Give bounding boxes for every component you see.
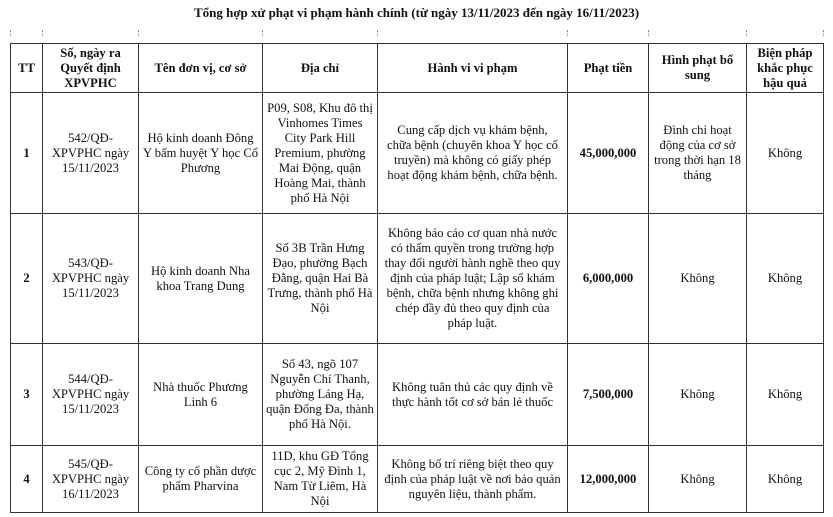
cell-tt: 3 [11,344,43,446]
cell-unit: Nhà thuốc Phương Linh 6 [139,344,263,446]
cell-extra-penalty: Đình chỉ hoạt động của cơ sở trong thời hạn 18 tháng [649,93,747,214]
header-remedy: Biện pháp khắc phục hậu quả [747,44,824,93]
cell-fine: 45,000,000 [568,93,649,214]
cell-remedy: Không [747,446,824,513]
cell-unit: Công ty cổ phần dược phẩm Pharvina [139,446,263,513]
cell-violation: Không bố trí riêng biệt theo quy định của pháp luật về nơi bảo quản nguyên liệu, thành phẩm. [378,446,568,513]
column-guide-marks [0,30,833,38]
cell-fine: 7,500,000 [568,344,649,446]
penalty-table [10,43,824,513]
cell-fine: 12,000,000 [568,446,649,513]
header-address: Địa chỉ [263,44,378,93]
cell-tt: 2 [11,214,43,344]
header-extra-penalty: Hình phạt bổ sung [649,44,747,93]
cell-violation: Không tuân thủ các quy định về thực hành tốt cơ sở bán lẻ thuốc [378,344,568,446]
header-decision: Số, ngày ra Quyết định XPVPHC [43,44,139,93]
cell-tt: 1 [11,93,43,214]
cell-remedy: Không [747,93,824,214]
cell-unit: Hộ kinh doanh Nha khoa Trang Dung [139,214,263,344]
cell-decision: 544/QĐ-XPVPHC ngày 15/11/2023 [43,344,139,446]
header-unit: Tên đơn vị, cơ sở [139,44,263,93]
cell-fine: 6,000,000 [568,214,649,344]
cell-violation: Không báo cáo cơ quan nhà nước có thẩm quyền trong trường hợp thay đổi người hành nghề theo quy định của pháp luật; Lập sổ khám bệnh, chữa bệnh nhưng không ghi chép đầy đủ theo quy định của pháp luật. [378,214,568,344]
header-fine: Phạt tiền [568,44,649,93]
table-row [11,214,824,344]
cell-address: Số 3B Trần Hưng Đạo, phường Bạch Đằng, quận Hai Bà Trưng, thành phố Hà Nội [263,214,378,344]
cell-address: 11D, khu GĐ Tổng cục 2, Mỹ Đình 1, Nam Từ Liêm, Hà Nội [263,446,378,513]
cell-decision: 542/QĐ-XPVPHC ngày 15/11/2023 [43,93,139,214]
cell-decision: 545/QĐ-XPVPHC ngày 16/11/2023 [43,446,139,513]
cell-unit: Hộ kinh doanh Đông Y bấm huyệt Y học Cổ Phương [139,93,263,214]
cell-decision: 543/QĐ-XPVPHC ngày 15/11/2023 [43,214,139,344]
cell-extra-penalty: Không [649,446,747,513]
cell-tt: 4 [11,446,43,513]
header-row [11,44,824,93]
table-row [11,446,824,513]
header-violation: Hành vi vi phạm [378,44,568,93]
cell-address: Số 43, ngõ 107 Nguyễn Chí Thanh, phường Láng Hạ, quận Đống Đa, thành phố Hà Nội. [263,344,378,446]
cell-address: P09, S08, Khu đô thị Vinhomes Times City Park Hill Premium, phường Mai Động, quận Hoàng Mai, thành phố Hà Nội [263,93,378,214]
cell-extra-penalty: Không [649,344,747,446]
cell-violation: Cung cấp dịch vụ khám bệnh, chữa bệnh (chuyên khoa Y học cổ truyền) mà không có giấy phép hoạt động khám bệnh, chữa bệnh. [378,93,568,214]
cell-remedy: Không [747,214,824,344]
cell-extra-penalty: Không [649,214,747,344]
header-tt: TT [11,44,43,93]
document-title: Tổng hợp xử phạt vi phạm hành chính (từ ngày 13/11/2023 đến ngày 16/11/2023) [193,5,640,20]
table-row [11,344,824,446]
cell-remedy: Không [747,344,824,446]
table-row [11,93,824,214]
